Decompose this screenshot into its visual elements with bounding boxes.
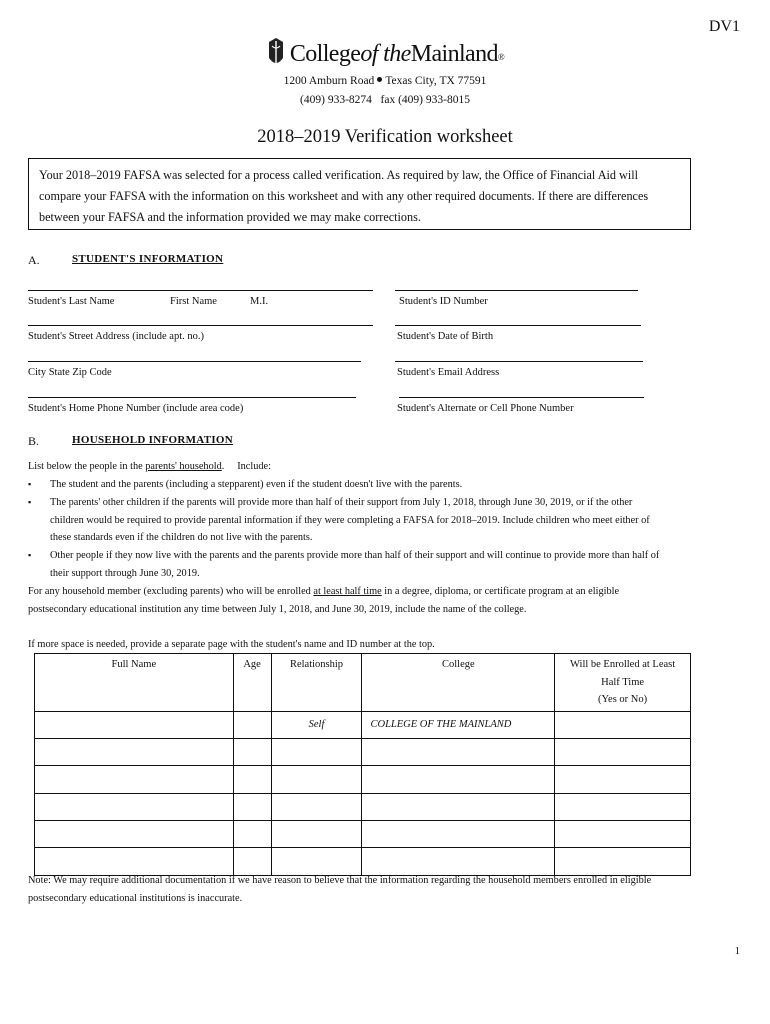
page-number: 1	[734, 946, 740, 957]
cell-relationship[interactable]	[271, 766, 362, 793]
header-enrolled: Will be Enrolled at Least Half Time (Yes or No)	[555, 654, 691, 712]
cell-enrolled[interactable]	[555, 821, 691, 848]
street-address-field[interactable]	[28, 325, 373, 326]
cell-phone-label: Student's Alternate or Cell Phone Number	[397, 403, 574, 414]
street-address-label: Student's Street Address (include apt. no.)	[28, 331, 204, 342]
page-title: 2018–2019 Verification worksheet	[257, 127, 513, 147]
header-full-name: Full Name	[35, 654, 234, 712]
email-field[interactable]	[395, 361, 643, 362]
table-header-row	[35, 654, 691, 712]
bullet-item: The parents' other children if the parents will provide more than half of their support from July 1, 2018, through June 30, 2019, or if the other	[50, 497, 633, 508]
header-college: College	[362, 654, 555, 712]
bullet-icon: ▪	[28, 497, 32, 507]
bullet-item-cont: their support through June 30, 2019.	[50, 568, 200, 579]
section-b-title: HOUSEHOLD INFORMATION	[72, 434, 234, 446]
cell-phone-field[interactable]	[399, 397, 644, 398]
table-row	[35, 793, 691, 820]
section-a-letter: A.	[28, 253, 40, 267]
space-note: If more space is needed, provide a separate page with the student's name and ID number at the top.	[28, 639, 435, 650]
cell-college[interactable]	[362, 793, 555, 820]
footnote-cont: postsecondary educational institutions is inaccurate.	[28, 893, 243, 904]
college-name: Collegeof theMainland®	[289, 40, 505, 67]
cell-full-name[interactable]	[35, 711, 234, 738]
cell-full-name[interactable]	[35, 793, 234, 820]
bullet-item: The student and the parents (including a stepparent) even if the student doesn't live with the parents.	[50, 479, 463, 490]
cell-full-name[interactable]	[35, 821, 234, 848]
header-age: Age	[233, 654, 271, 712]
cell-enrolled[interactable]	[555, 793, 691, 820]
cell-age[interactable]	[233, 793, 271, 820]
cell-full-name[interactable]	[35, 766, 234, 793]
first-name-label: First Name	[170, 296, 217, 307]
city-state-zip-field[interactable]	[28, 361, 361, 362]
cell-relationship: Self	[271, 711, 362, 738]
bullet-item: Other people if they now live with the parents and the parents provide more than half of their support and will continue to provide more than half of	[50, 550, 660, 561]
section-b-letter: B.	[28, 434, 40, 448]
college-crest-icon	[266, 38, 286, 70]
header-relationship: Relationship	[271, 654, 362, 712]
household-intro: List below the people in the parents' household. Include:	[28, 461, 271, 472]
id-number-label: Student's ID Number	[399, 296, 488, 307]
college-address: 1200 Amburn Road Texas City, TX 77591	[283, 75, 487, 87]
section-a-title: STUDENT'S INFORMATION	[72, 253, 224, 265]
cell-age[interactable]	[233, 711, 271, 738]
mi-label: M.I.	[250, 296, 269, 307]
table-row	[35, 821, 691, 848]
cell-enrolled[interactable]	[555, 738, 691, 765]
bullet-item-cont: these standards even if the children do not live with the parents.	[50, 532, 313, 543]
cell-age[interactable]	[233, 821, 271, 848]
date-of-birth-label: Student's Date of Birth	[397, 331, 494, 342]
last-name-field[interactable]	[28, 290, 373, 291]
cell-relationship[interactable]	[271, 821, 362, 848]
cell-enrolled[interactable]	[555, 711, 691, 738]
cell-enrolled[interactable]	[555, 766, 691, 793]
cell-full-name[interactable]	[35, 738, 234, 765]
id-number-field[interactable]	[395, 290, 638, 291]
home-phone-field[interactable]	[28, 397, 356, 398]
verification-notice: Your 2018–2019 FAFSA was selected for a process called verification. As required by law, the Office of Financial Aid will compare your FAFSA with the information on this worksheet and with any other required documents. If there are differences between your FAFSA and the information provided we may make corrections.	[28, 158, 691, 230]
college-logo	[0, 38, 770, 70]
table-row	[35, 766, 691, 793]
enrollment-note: For any household member (excluding parents) who will be enrolled at least half time in a degree, diploma, or certificate program at an eligible	[28, 586, 620, 597]
bullet-icon: ▪	[28, 550, 32, 560]
cell-college[interactable]	[362, 738, 555, 765]
cell-college: COLLEGE OF THE MAINLAND	[362, 711, 555, 738]
email-label: Student's Email Address	[397, 367, 500, 378]
bullet-icon: ▪	[28, 479, 32, 489]
enrollment-note-cont: postsecondary educational institution any time between July 1, 2018, and June 30, 2019, include the name of the college.	[28, 604, 527, 615]
cell-college[interactable]	[362, 766, 555, 793]
cell-age[interactable]	[233, 766, 271, 793]
home-phone-label: Student's Home Phone Number (include area code)	[28, 403, 244, 414]
date-of-birth-field[interactable]	[395, 325, 641, 326]
college-phone: (409) 933-8274 fax (409) 933-8015	[300, 94, 470, 106]
footnote: Note: We may require additional documentation if we have reason to believe that the information regarding the household members enrolled in eligible	[28, 875, 652, 886]
household-table	[34, 653, 691, 876]
cell-age[interactable]	[233, 738, 271, 765]
last-name-label: Student's Last Name	[28, 296, 115, 307]
cell-relationship[interactable]	[271, 793, 362, 820]
cell-college[interactable]	[362, 821, 555, 848]
cell-relationship[interactable]	[271, 738, 362, 765]
form-code: DV1	[708, 18, 740, 35]
city-state-zip-label: City State Zip Code	[28, 367, 112, 378]
table-row	[35, 711, 691, 738]
table-row	[35, 738, 691, 765]
bullet-item-cont: children would be required to provide parental information if they were completing a FAFSA for 2018–2019. Include children who meet either of	[50, 515, 650, 526]
